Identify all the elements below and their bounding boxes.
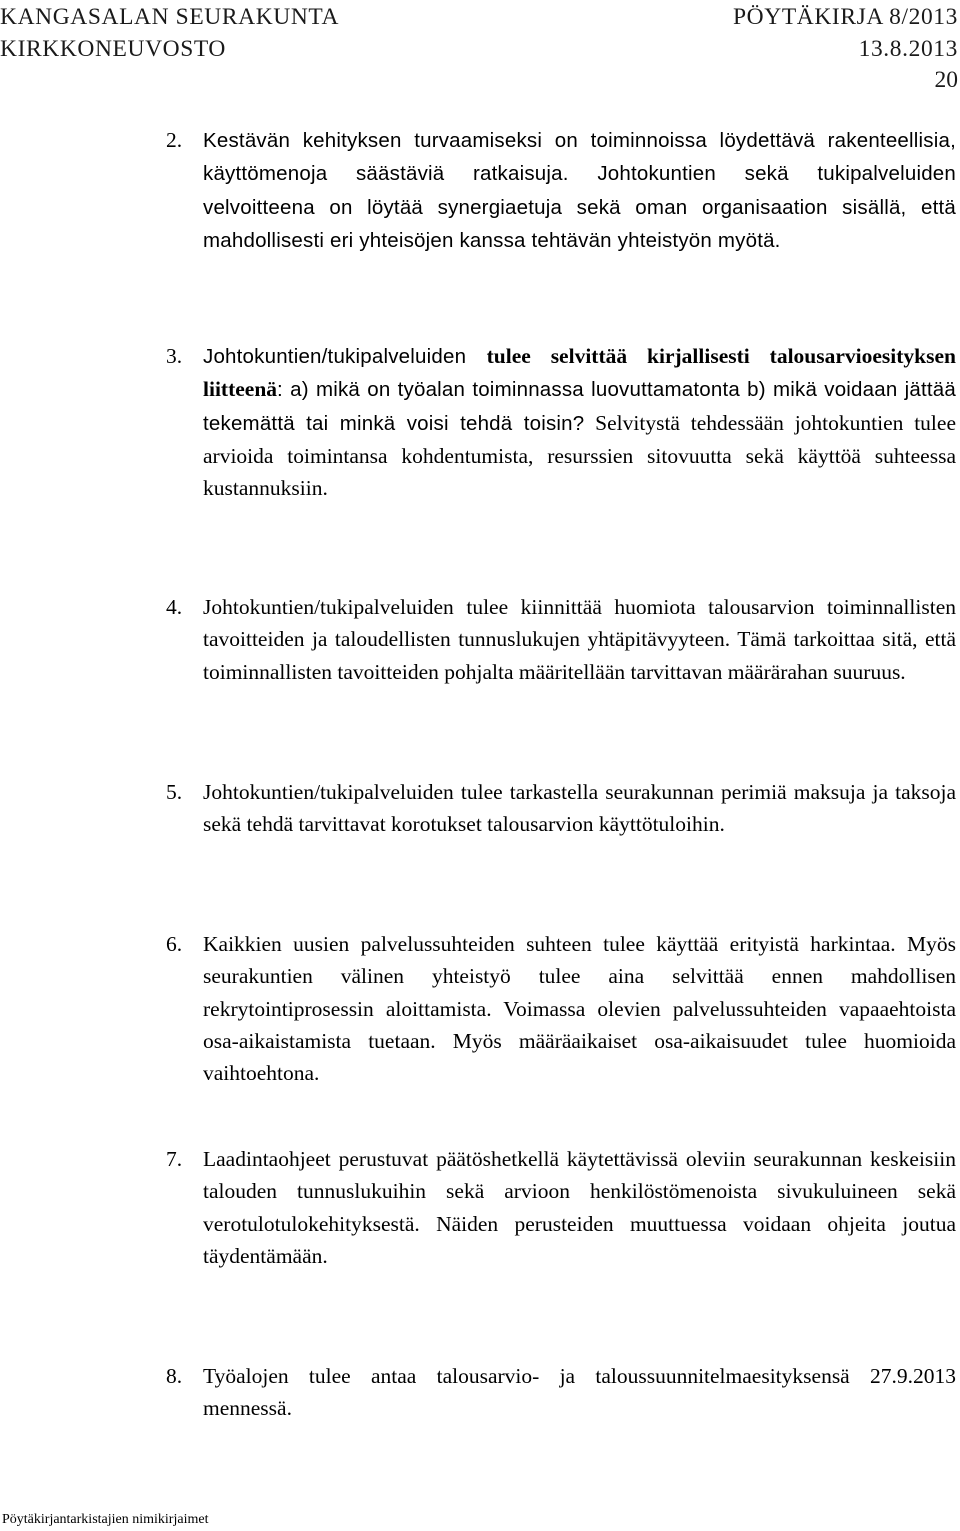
header-row-1 — [0, 4, 960, 34]
organization-name: KANGASALAN SEURAKUNTA — [0, 4, 340, 30]
header-row-2 — [0, 36, 960, 66]
item-number: 4. — [166, 595, 183, 619]
item-text: Johtokuntien/tukipalveluiden tulee tarkastella seurakunnan perimiä maksuja ja taksoja sekä tehdä tarvittavat korotukset talousarvion käyttötuloihin. — [203, 780, 956, 837]
meeting-date: 13.8.2013 — [858, 36, 958, 62]
footer-initials-label: Pöytäkirjantarkistajien nimikirjaimet — [2, 1512, 209, 1527]
item-text-part: Selvitystä tehdessään johtokuntien tulee arvioida toimintansa kohdentumista, resurssien sitovuutta sekä käyttöä suhteessa kustannuksiin. — [203, 410, 956, 501]
item-text: Johtokuntien/tukipalveluiden tulee kiinnittää huomiota talousarvion toiminnallisten tavoitteiden ja taloudellisten tunnuslukujen yhtäpitävyyteen. Tämä tarkoittaa sitä, että toiminnallisten tavoitteiden pohjalta määritellään tarvittavan määrärahan suuruus. — [203, 595, 956, 684]
body-name: KIRKKONEUVOSTO — [0, 36, 226, 62]
item-text: Laadintaohjeet perustuvat päätöshetkellä käytettävissä oleviin seurakunnan keskeisiin talouden tunnuslukuihin sekä arvioon henkilöstömenoista sivukuluineen sekä verotulotulokehityksestä. Näiden perusteiden muuttuessa voidaan ohjeita joutua täydentämään. — [203, 1147, 956, 1268]
page-number: 20 — [934, 67, 958, 93]
item-text-part: Johtokuntien sekä tukipalveluiden velvoitteena on löytää synergiaetuja sekä oman organisaation sisällä, että mahdollisesti eri yhteisöjen kanssa tehtävän yhteistyön myötä. — [203, 162, 956, 252]
item-text-emphasis: tulee selvittää kirjallisesti talousarvioesityksen liitteenä — [203, 344, 956, 402]
item-number: 6. — [166, 932, 183, 956]
item-text-part: : a) mikä on työalan toiminnassa luovuttamatonta b) mikä voidaan jättää tekemättä tai minkä voisi tehdä toisin? — [203, 378, 956, 435]
item-text-part: Kestävän kehityksen turvaamiseksi on toiminnoissa löydettävä rakenteellisia, käyttömenoja säästäviä ratkaisuja. — [203, 129, 956, 186]
item-number: 8. — [166, 1364, 183, 1388]
item-text — [203, 124, 956, 257]
item-text — [203, 340, 956, 504]
document-header — [0, 0, 960, 100]
item-text: Työalojen tulee antaa talousarvio- ja taloussuunnitelmaesityksensä 27.9.2013 mennessä. — [203, 1364, 956, 1421]
item-number: 5. — [166, 780, 183, 804]
item-number: 2. — [166, 128, 183, 152]
item-text-part: Johtokuntien/tukipalveluiden — [203, 345, 487, 368]
item-text: Kaikkien uusien palvelussuhteiden suhteen tulee käyttää erityistä harkintaa. Myös seurakuntien välinen yhteistyö tulee aina selvittää ennen mahdollisen rekrytointiprosessin aloittamista. Voimassa olevien palvelussuhteiden vapaaehtoista osa-aikaistamista tuetaan. Myös määräaikaiset osa-aikaisuudet tulee huomioida vaihtoehtona. — [203, 932, 956, 1086]
document-title: PÖYTÄKIRJA 8/2013 — [733, 4, 958, 30]
item-number: 3. — [166, 344, 183, 368]
item-number: 7. — [166, 1147, 183, 1171]
